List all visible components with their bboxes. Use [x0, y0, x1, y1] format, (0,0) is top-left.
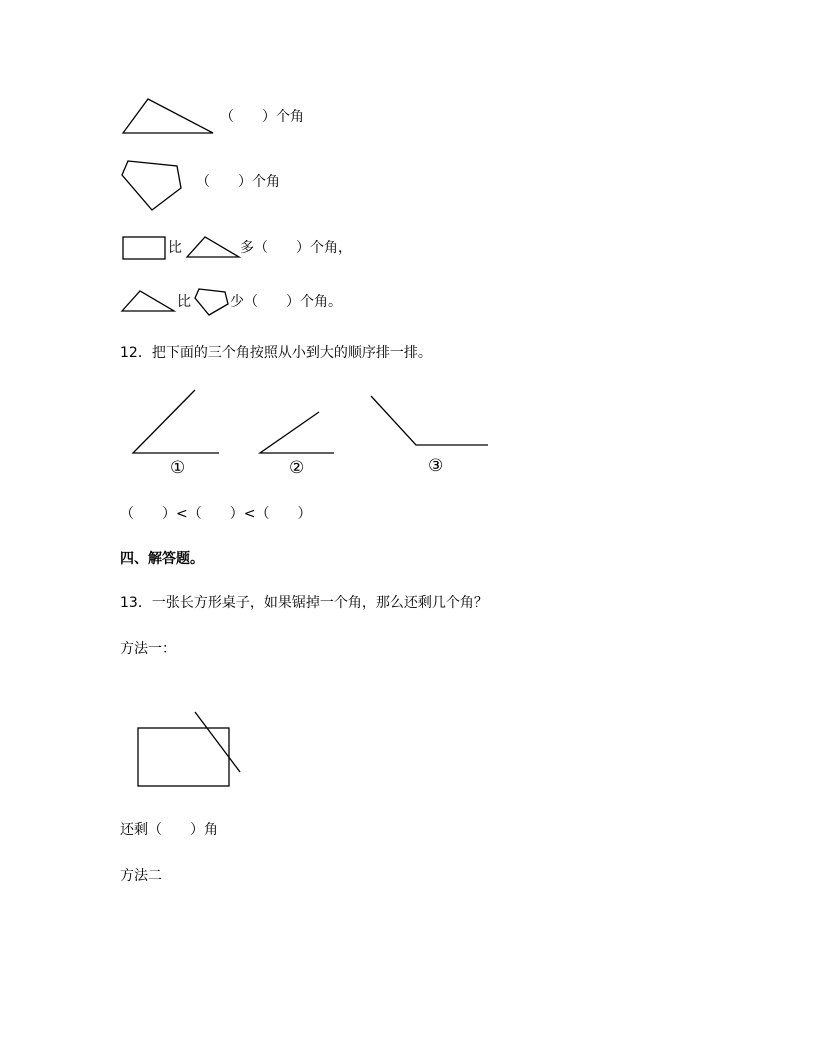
method-2-label: 方法二 — [120, 868, 162, 884]
pentagon-angle-count: （ ）个角 — [196, 174, 280, 190]
question-13-text: 13．一张长方形桌子，如果锯掉一个角，那么还剩几个角？ — [120, 595, 488, 611]
method-1-label: 方法一： — [120, 641, 176, 657]
triangle-angle-count: （ ）个角 — [220, 109, 304, 125]
angle-1-shape — [130, 388, 222, 456]
compare2-bi: 比 — [177, 294, 191, 310]
question-12-text: 12．把下面的三个角按照从小到大的顺序排一排。 — [120, 345, 432, 361]
triangle-small-shape — [184, 234, 242, 260]
triangle-small-shape-2 — [119, 288, 177, 314]
compare1-bi: 比 — [168, 240, 182, 256]
angle-2-shape — [257, 410, 337, 456]
angle-2-label: ② — [289, 458, 305, 478]
question-12-answer-blanks: （ ）<（ ）<（ ） — [120, 506, 312, 522]
angle-3-shape — [369, 394, 491, 448]
pentagon-shape — [119, 158, 183, 212]
triangle-shape — [120, 96, 216, 136]
compare2-fewer-angles: 少（ ）个角。 — [230, 294, 342, 310]
angle-3-label: ③ — [428, 456, 444, 476]
angle-1-label: ① — [170, 458, 186, 478]
remaining-angles-answer: 还剩（ ）角 — [120, 822, 218, 838]
compare1-more-angles: 多（ ）个角， — [240, 240, 352, 256]
rectangle-cut-diagram — [136, 710, 244, 790]
pentagon-small-shape — [192, 286, 232, 318]
rectangle-shape — [121, 235, 167, 261]
section-4-title: 四、解答题。 — [120, 551, 204, 567]
